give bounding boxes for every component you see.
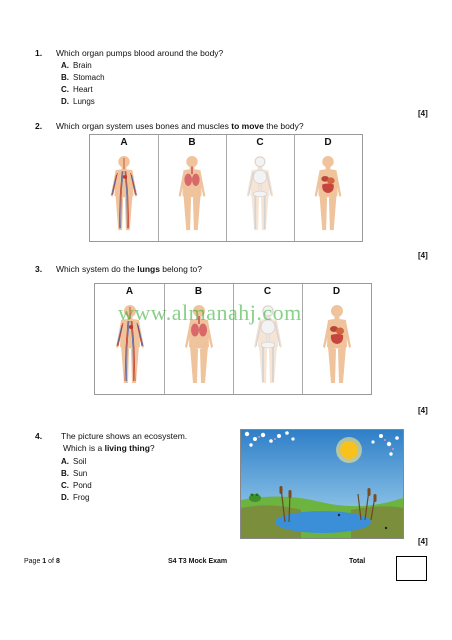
page-current: 1 <box>42 558 47 565</box>
q4-line2-pre: Which is a <box>63 443 105 453</box>
question-1-number: 1. <box>35 48 43 58</box>
q2-text-bold: to move <box>231 121 264 131</box>
option-letter: B. <box>61 469 69 478</box>
option-text: Sun <box>73 469 88 478</box>
option-letter: A. <box>61 457 69 466</box>
q1-marks: [4] <box>418 109 428 118</box>
q3-marks: [4] <box>418 406 428 415</box>
q1-option-b <box>61 73 105 82</box>
human-body-digestive-system <box>309 151 347 239</box>
watermark-text: www.almanahj.com <box>118 300 302 325</box>
q1-option-d <box>61 97 95 106</box>
ecosystem-picture <box>240 429 404 539</box>
q2-text-post: the body? <box>263 121 304 131</box>
total-score-box[interactable] <box>396 556 427 581</box>
q1-option-c <box>61 85 93 94</box>
option-cell-d <box>302 284 371 394</box>
option-letter: C. <box>61 481 69 490</box>
ecosystem-scene <box>241 430 403 538</box>
q4-marks: [4] <box>418 537 428 546</box>
option-letter: A. <box>61 61 69 70</box>
question-2-number: 2. <box>35 121 43 131</box>
human-body-skeletal-system <box>241 151 279 239</box>
option-label: A <box>125 286 134 297</box>
option-letter: C. <box>61 85 69 94</box>
page-pre: Page <box>24 558 43 565</box>
option-text: Brain <box>73 61 92 70</box>
question-4-line1: The picture shows an ecosystem. <box>61 431 188 441</box>
question-2-text <box>56 121 304 131</box>
q4-option-c <box>61 481 92 490</box>
q4-option-b <box>61 469 87 478</box>
page-number <box>24 558 60 565</box>
option-label: B <box>188 137 196 148</box>
question-3-number: 3. <box>35 264 43 274</box>
q2-marks: [4] <box>418 251 428 260</box>
exam-title: S4 T3 Mock Exam <box>168 558 228 565</box>
option-label: A <box>120 137 128 148</box>
option-text: Frog <box>73 493 90 502</box>
q2-body-systems-panel <box>89 134 363 242</box>
option-cell-d <box>294 135 362 241</box>
question-1-text: Which organ pumps blood around the body? <box>56 48 224 58</box>
q4-option-d <box>61 493 89 502</box>
option-label: D <box>324 137 332 148</box>
option-letter: D. <box>61 493 69 502</box>
q2-text-pre: Which organ system uses bones and muscles <box>56 121 232 131</box>
option-text: Lungs <box>73 97 95 106</box>
option-cell-b <box>158 135 227 241</box>
sun-icon <box>336 437 362 463</box>
page-total: 8 <box>55 558 60 565</box>
human-body-circulatory-system <box>105 151 143 239</box>
option-label: C <box>256 137 264 148</box>
q1-option-a <box>61 61 92 70</box>
page-mid: of <box>46 558 56 565</box>
option-label: D <box>332 286 341 297</box>
question-4-line2 <box>63 443 155 453</box>
option-label: B <box>194 286 203 297</box>
q4-line2-bold: living thing <box>104 443 150 453</box>
human-body-respiratory-system <box>173 151 211 239</box>
option-letter: D. <box>61 97 69 106</box>
human-body-digestive-system <box>317 300 357 392</box>
option-text: Stomach <box>73 73 105 82</box>
option-label: C <box>263 286 272 297</box>
option-text: Heart <box>73 85 93 94</box>
total-label: Total <box>349 558 366 565</box>
question-4-number: 4. <box>35 431 43 441</box>
q3-text-bold: lungs <box>137 264 160 274</box>
option-text: Pond <box>73 481 92 490</box>
option-letter: B. <box>61 73 69 82</box>
q3-text-pre: Which system do the <box>56 264 138 274</box>
q4-option-a <box>61 457 86 466</box>
option-cell-a <box>90 135 159 241</box>
option-cell-c <box>226 135 295 241</box>
q3-text-post: belong to? <box>159 264 203 274</box>
q4-line2-post: ? <box>149 443 155 453</box>
question-3-text <box>56 264 202 274</box>
option-text: Soil <box>73 457 87 466</box>
